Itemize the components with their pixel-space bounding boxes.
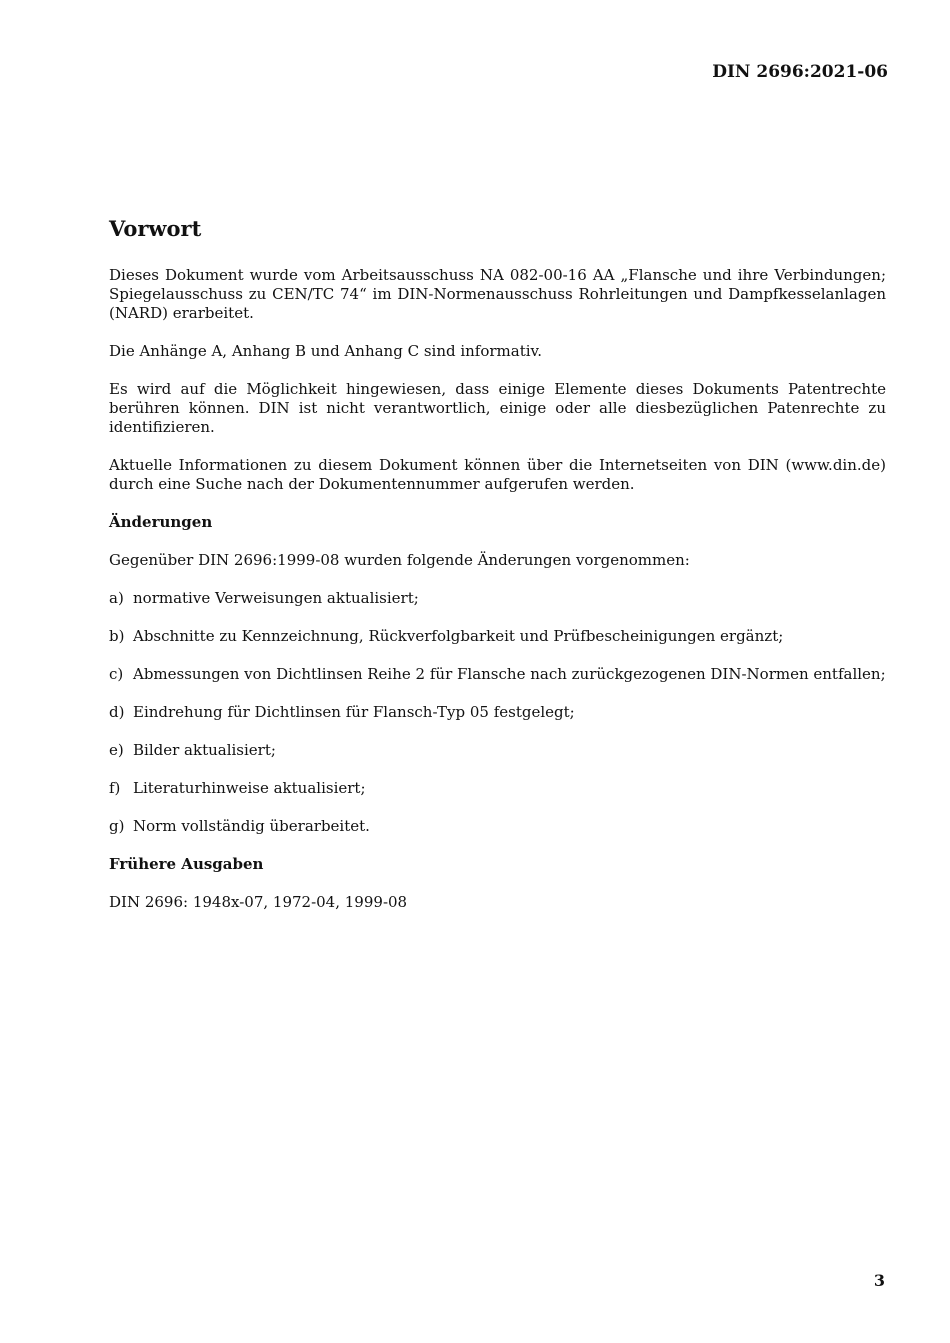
list-marker: c) xyxy=(109,665,124,683)
list-item-text: Abschnitte zu Kennzeichnung, Rückverfolgbarkeit und Prüfbescheinigungen ergänzt; xyxy=(133,627,784,645)
paragraph-current-info: Aktuelle Informationen zu diesem Dokument können über die Internetseiten von DIN (www.din.de) durch eine Suche nach der Dokumentennummer aufgerufen werden. xyxy=(109,456,886,493)
changes-list xyxy=(109,589,886,836)
page-number: 3 xyxy=(873,1271,885,1290)
foreword-section xyxy=(109,214,886,931)
list-item-text: Bilder aktualisiert; xyxy=(133,741,276,759)
paragraph-patent-notice: Es wird auf die Möglichkeit hingewiesen, dass einige Elemente dieses Dokuments Patentrechte berühren können. DIN ist nicht verantwortlich, einige oder alle diesbezüglichen Patenrechte zu identifizieren. xyxy=(109,380,886,436)
list-item-text: Eindrehung für Dichtlinsen für Flansch-Typ 05 festgelegt; xyxy=(133,703,575,721)
list-item xyxy=(109,741,886,760)
list-marker: f) xyxy=(109,779,121,797)
list-item-text: Literaturhinweise aktualisiert; xyxy=(133,779,366,797)
list-item-text: Abmessungen von Dichtlinsen Reihe 2 für Flansche nach zurückgezogenen DIN-Normen entfallen; xyxy=(133,665,886,683)
document-id: DIN 2696:2021-06 xyxy=(712,62,888,82)
list-item xyxy=(109,703,886,722)
list-marker: e) xyxy=(109,741,124,759)
previous-editions-heading: Frühere Ausgaben xyxy=(109,855,264,873)
list-item xyxy=(109,665,886,684)
list-item xyxy=(109,817,886,836)
section-title: Vorwort xyxy=(109,216,202,241)
changes-intro: Gegenüber DIN 2696:1999-08 wurden folgende Änderungen vorgenommen: xyxy=(109,551,690,569)
previous-editions-text: DIN 2696: 1948x-07, 1972-04, 1999-08 xyxy=(109,893,408,911)
list-marker: g) xyxy=(109,817,125,835)
paragraph-annexes: Die Anhänge A, Anhang B und Anhang C sind informativ. xyxy=(109,342,543,360)
list-item-text: Norm vollständig überarbeitet. xyxy=(133,817,370,835)
list-marker: b) xyxy=(109,627,125,645)
list-marker: d) xyxy=(109,703,125,721)
list-item-text: normative Verweisungen aktualisiert; xyxy=(133,589,419,607)
list-item xyxy=(109,589,886,608)
list-marker: a) xyxy=(109,589,124,607)
changes-heading: Änderungen xyxy=(109,513,213,531)
list-item xyxy=(109,627,886,646)
paragraph-committee: Dieses Dokument wurde vom Arbeitsausschuss NA 082-00-16 AA „Flansche und ihre Verbindungen; Spiegelausschuss zu CEN/TC 74“ im DIN-Normenausschuss Rohrleitungen und Dampfkesselanlagen (NARD) erarbeitet. xyxy=(109,266,886,322)
list-item xyxy=(109,779,886,798)
